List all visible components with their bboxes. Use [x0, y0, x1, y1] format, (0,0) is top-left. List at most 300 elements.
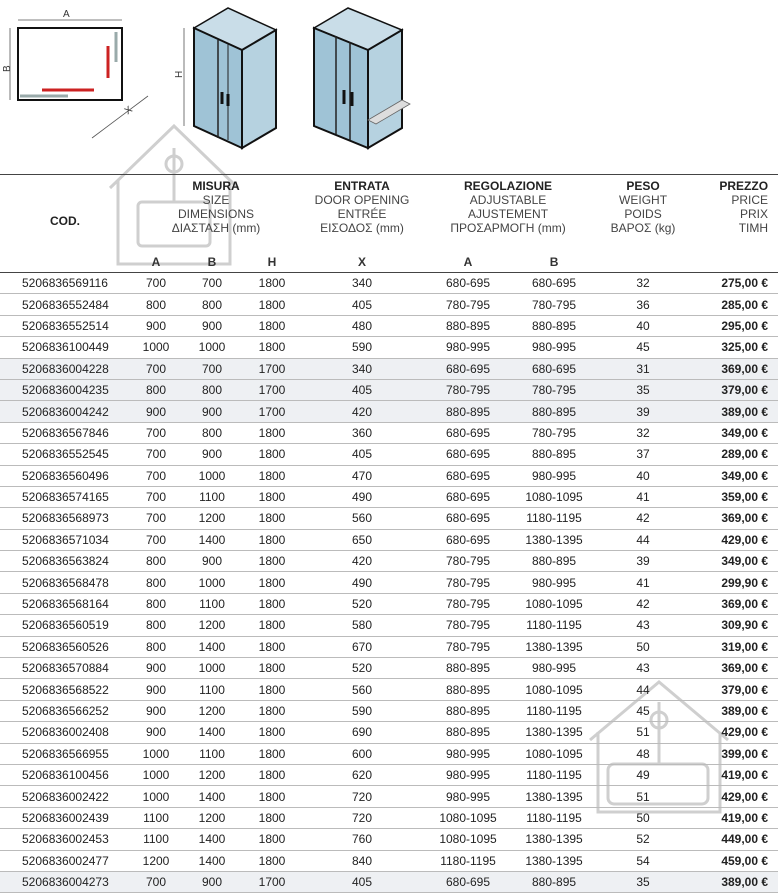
cell-price: 379,00 € [692, 679, 778, 700]
cell-price: 349,00 € [692, 422, 778, 443]
table-row [0, 764, 778, 785]
col-header-weight: PESO WEIGHT POIDS ΒΑΡΟΣ (kg) [610, 179, 676, 235]
cell-price: 379,00 € [692, 379, 778, 400]
cell-adj-a: 680-695 [422, 508, 514, 529]
subheader-h: H [242, 252, 302, 273]
cell-adj-a: 980-995 [422, 786, 514, 807]
cell-kg: 44 [594, 679, 692, 700]
table-row [0, 486, 778, 507]
table-row [0, 294, 778, 315]
subheader-b: B [182, 252, 242, 273]
table-row [0, 572, 778, 593]
cell-cod: 5206836552514 [0, 315, 130, 336]
cell-adj-a: 980-995 [422, 764, 514, 785]
cell-b: 1400 [182, 722, 242, 743]
cell-adj-b: 1180-1195 [514, 700, 594, 721]
cell-h: 1800 [242, 658, 302, 679]
table-row [0, 615, 778, 636]
cell-kg: 35 [594, 871, 692, 892]
cell-adj-b: 1180-1195 [514, 615, 594, 636]
cell-x: 670 [302, 636, 422, 657]
cell-cod: 5206836574165 [0, 486, 130, 507]
cell-adj-b: 880-895 [514, 401, 594, 422]
cell-adj-a: 1180-1195 [422, 850, 514, 871]
elevation-label-h: H [174, 70, 185, 78]
cell-b: 1100 [182, 743, 242, 764]
cell-a: 1000 [130, 786, 182, 807]
cell-adj-a: 780-795 [422, 379, 514, 400]
cell-kg: 35 [594, 379, 692, 400]
table-row [0, 379, 778, 400]
cell-a: 800 [130, 593, 182, 614]
cell-kg: 45 [594, 700, 692, 721]
cell-x: 470 [302, 465, 422, 486]
cell-adj-b: 1180-1195 [514, 508, 594, 529]
cell-b: 1100 [182, 486, 242, 507]
col-header-cod: COD. [50, 214, 80, 228]
cell-cod: 5206836566252 [0, 700, 130, 721]
cell-a: 700 [130, 273, 182, 294]
cell-cod: 5206836002439 [0, 807, 130, 828]
cell-a: 700 [130, 486, 182, 507]
cell-a: 800 [130, 636, 182, 657]
cell-adj-b: 1080-1095 [514, 486, 594, 507]
table-row [0, 358, 778, 379]
cell-b: 1100 [182, 593, 242, 614]
cell-price: 399,00 € [692, 743, 778, 764]
cell-adj-a: 680-695 [422, 871, 514, 892]
table-row [0, 551, 778, 572]
cell-adj-b: 1080-1095 [514, 593, 594, 614]
cell-cod: 5206836571034 [0, 529, 130, 550]
plan-label-x: X [122, 104, 135, 118]
cell-h: 1800 [242, 465, 302, 486]
cell-h: 1800 [242, 444, 302, 465]
cell-kg: 51 [594, 786, 692, 807]
cell-cod: 5206836570884 [0, 658, 130, 679]
table-row [0, 444, 778, 465]
cell-b: 1100 [182, 679, 242, 700]
cell-adj-b: 780-795 [514, 294, 594, 315]
cell-h: 1800 [242, 850, 302, 871]
table-subheader [0, 252, 778, 273]
table-row [0, 337, 778, 358]
cell-price: 349,00 € [692, 465, 778, 486]
cell-x: 405 [302, 294, 422, 315]
cell-h: 1800 [242, 829, 302, 850]
cell-a: 800 [130, 551, 182, 572]
cell-price: 389,00 € [692, 871, 778, 892]
table-row [0, 529, 778, 550]
cell-adj-a: 680-695 [422, 358, 514, 379]
table-row [0, 722, 778, 743]
cell-adj-a: 780-795 [422, 593, 514, 614]
cell-adj-a: 680-695 [422, 529, 514, 550]
cell-a: 1200 [130, 850, 182, 871]
cell-adj-a: 780-795 [422, 551, 514, 572]
cell-a: 700 [130, 444, 182, 465]
cell-a: 1000 [130, 743, 182, 764]
cell-a: 800 [130, 379, 182, 400]
cell-cod: 5206836568164 [0, 593, 130, 614]
cell-h: 1800 [242, 422, 302, 443]
cell-kg: 50 [594, 807, 692, 828]
cell-b: 700 [182, 358, 242, 379]
cell-kg: 54 [594, 850, 692, 871]
cell-price: 429,00 € [692, 529, 778, 550]
cell-b: 900 [182, 401, 242, 422]
cell-h: 1800 [242, 572, 302, 593]
cell-b: 1200 [182, 508, 242, 529]
cell-x: 520 [302, 593, 422, 614]
cell-b: 1200 [182, 764, 242, 785]
cell-cod: 5206836563824 [0, 551, 130, 572]
cell-x: 840 [302, 850, 422, 871]
cell-cod: 5206836002453 [0, 829, 130, 850]
cell-adj-b: 1180-1195 [514, 807, 594, 828]
col-header-size: MISURA SIZE DIMENSIONS ΔΙΑΣΤΑΣΗ (mm) [171, 179, 261, 235]
cell-adj-b: 980-995 [514, 572, 594, 593]
cell-x: 420 [302, 401, 422, 422]
cell-h: 1700 [242, 358, 302, 379]
cell-h: 1800 [242, 508, 302, 529]
cell-kg: 51 [594, 722, 692, 743]
cell-kg: 49 [594, 764, 692, 785]
cell-price: 359,00 € [692, 486, 778, 507]
cell-kg: 40 [594, 465, 692, 486]
cell-b: 1200 [182, 807, 242, 828]
table-row [0, 807, 778, 828]
cell-kg: 44 [594, 529, 692, 550]
cell-a: 700 [130, 529, 182, 550]
cell-b: 1400 [182, 636, 242, 657]
plan-label-a: A [63, 9, 70, 20]
cell-cod: 5206836100449 [0, 337, 130, 358]
cell-adj-b: 1080-1095 [514, 743, 594, 764]
cell-a: 800 [130, 615, 182, 636]
cell-adj-a: 680-695 [422, 273, 514, 294]
cell-price: 429,00 € [692, 722, 778, 743]
table-row [0, 658, 778, 679]
plan-diagram [0, 0, 150, 150]
cell-adj-a: 780-795 [422, 636, 514, 657]
cell-price: 369,00 € [692, 658, 778, 679]
cell-x: 620 [302, 764, 422, 785]
cell-h: 1800 [242, 615, 302, 636]
cell-h: 1800 [242, 337, 302, 358]
cell-adj-b: 1380-1395 [514, 829, 594, 850]
cell-price: 299,90 € [692, 572, 778, 593]
cell-price: 275,00 € [692, 273, 778, 294]
cell-kg: 48 [594, 743, 692, 764]
cell-x: 720 [302, 807, 422, 828]
cell-a: 900 [130, 315, 182, 336]
cell-price: 289,00 € [692, 444, 778, 465]
cell-x: 760 [302, 829, 422, 850]
cell-cod: 5206836568478 [0, 572, 130, 593]
cell-adj-a: 980-995 [422, 743, 514, 764]
col-header-opening: ENTRATA DOOR OPENING ENTRÉE ΕΙΣΟΔΟΣ (mm) [314, 179, 410, 235]
enclosure-open-drawing [306, 0, 416, 160]
table-row [0, 422, 778, 443]
cell-h: 1800 [242, 551, 302, 572]
cell-adj-b: 980-995 [514, 658, 594, 679]
cell-b: 1000 [182, 572, 242, 593]
cell-adj-b: 1080-1095 [514, 679, 594, 700]
cell-price: 309,90 € [692, 615, 778, 636]
cell-adj-b: 880-895 [514, 551, 594, 572]
cell-kg: 42 [594, 508, 692, 529]
cell-x: 360 [302, 422, 422, 443]
cell-kg: 39 [594, 401, 692, 422]
table-row [0, 508, 778, 529]
cell-a: 700 [130, 508, 182, 529]
cell-cod: 5206836004235 [0, 379, 130, 400]
cell-cod: 5206836002477 [0, 850, 130, 871]
cell-b: 1000 [182, 465, 242, 486]
cell-adj-b: 1380-1395 [514, 850, 594, 871]
cell-h: 1700 [242, 401, 302, 422]
cell-cod: 5206836569116 [0, 273, 130, 294]
cell-adj-a: 880-895 [422, 679, 514, 700]
cell-h: 1800 [242, 807, 302, 828]
price-table [0, 174, 778, 893]
cell-h: 1800 [242, 700, 302, 721]
cell-x: 340 [302, 273, 422, 294]
cell-price: 319,00 € [692, 636, 778, 657]
cell-adj-b: 680-695 [514, 358, 594, 379]
cell-b: 1400 [182, 786, 242, 807]
cell-h: 1800 [242, 315, 302, 336]
cell-kg: 41 [594, 572, 692, 593]
cell-a: 900 [130, 722, 182, 743]
cell-cod: 5206836567846 [0, 422, 130, 443]
cell-price: 389,00 € [692, 401, 778, 422]
cell-cod: 5206836004273 [0, 871, 130, 892]
cell-kg: 31 [594, 358, 692, 379]
cell-cod: 5206836560496 [0, 465, 130, 486]
cell-cod: 5206836004228 [0, 358, 130, 379]
subheader-x: X [302, 252, 422, 273]
cell-price: 389,00 € [692, 700, 778, 721]
cell-x: 405 [302, 871, 422, 892]
cell-adj-b: 880-895 [514, 315, 594, 336]
cell-h: 1800 [242, 636, 302, 657]
cell-adj-a: 880-895 [422, 658, 514, 679]
cell-kg: 36 [594, 294, 692, 315]
table-row [0, 401, 778, 422]
table-body [0, 273, 778, 893]
cell-a: 900 [130, 679, 182, 700]
cell-x: 560 [302, 679, 422, 700]
table-row [0, 871, 778, 892]
cell-b: 900 [182, 871, 242, 892]
cell-a: 800 [130, 572, 182, 593]
cell-h: 1700 [242, 379, 302, 400]
cell-a: 1100 [130, 829, 182, 850]
cell-b: 700 [182, 273, 242, 294]
cell-h: 1700 [242, 871, 302, 892]
cell-price: 429,00 € [692, 786, 778, 807]
cell-price: 369,00 € [692, 358, 778, 379]
cell-x: 405 [302, 379, 422, 400]
table-row [0, 786, 778, 807]
subheader-adj-a: A [422, 252, 514, 273]
cell-b: 1000 [182, 658, 242, 679]
cell-x: 420 [302, 551, 422, 572]
cell-cod: 5206836560519 [0, 615, 130, 636]
table-row [0, 850, 778, 871]
product-illustrations [0, 0, 778, 170]
cell-adj-a: 780-795 [422, 615, 514, 636]
table-row [0, 315, 778, 336]
cell-price: 295,00 € [692, 315, 778, 336]
table-header [0, 175, 778, 253]
cell-kg: 37 [594, 444, 692, 465]
cell-b: 1200 [182, 700, 242, 721]
cell-adj-b: 1380-1395 [514, 636, 594, 657]
cell-kg: 32 [594, 273, 692, 294]
cell-h: 1800 [242, 593, 302, 614]
cell-price: 449,00 € [692, 829, 778, 850]
cell-x: 405 [302, 444, 422, 465]
cell-adj-a: 880-895 [422, 315, 514, 336]
cell-adj-a: 1080-1095 [422, 807, 514, 828]
enclosure-closed-drawing [172, 0, 282, 160]
cell-b: 900 [182, 551, 242, 572]
cell-kg: 40 [594, 315, 692, 336]
cell-kg: 45 [594, 337, 692, 358]
cell-adj-b: 680-695 [514, 273, 594, 294]
cell-adj-a: 980-995 [422, 337, 514, 358]
cell-x: 560 [302, 508, 422, 529]
cell-adj-b: 1380-1395 [514, 529, 594, 550]
cell-h: 1800 [242, 679, 302, 700]
cell-x: 490 [302, 572, 422, 593]
cell-h: 1800 [242, 486, 302, 507]
cell-b: 1400 [182, 829, 242, 850]
table-row [0, 593, 778, 614]
cell-price: 369,00 € [692, 508, 778, 529]
cell-adj-a: 680-695 [422, 444, 514, 465]
cell-b: 1000 [182, 337, 242, 358]
cell-h: 1800 [242, 294, 302, 315]
cell-h: 1800 [242, 764, 302, 785]
table-row [0, 273, 778, 294]
cell-adj-a: 680-695 [422, 486, 514, 507]
cell-adj-b: 980-995 [514, 337, 594, 358]
table-row [0, 743, 778, 764]
cell-x: 590 [302, 700, 422, 721]
cell-a: 900 [130, 401, 182, 422]
cell-cod: 5206836568973 [0, 508, 130, 529]
cell-a: 1000 [130, 337, 182, 358]
cell-price: 419,00 € [692, 764, 778, 785]
cell-adj-b: 1380-1395 [514, 722, 594, 743]
cell-b: 900 [182, 444, 242, 465]
cell-kg: 42 [594, 593, 692, 614]
cell-a: 700 [130, 422, 182, 443]
cell-kg: 41 [594, 486, 692, 507]
cell-price: 349,00 € [692, 551, 778, 572]
cell-price: 285,00 € [692, 294, 778, 315]
cell-h: 1800 [242, 273, 302, 294]
cell-b: 1200 [182, 615, 242, 636]
col-header-price: PREZZO PRICE PRIX ΤΙΜΗ [719, 179, 769, 235]
cell-a: 700 [130, 871, 182, 892]
cell-h: 1800 [242, 743, 302, 764]
cell-b: 800 [182, 379, 242, 400]
cell-cod: 5206836004242 [0, 401, 130, 422]
cell-x: 480 [302, 315, 422, 336]
cell-h: 1800 [242, 786, 302, 807]
cell-x: 690 [302, 722, 422, 743]
cell-h: 1800 [242, 722, 302, 743]
cell-adj-b: 880-895 [514, 444, 594, 465]
cell-price: 459,00 € [692, 850, 778, 871]
cell-adj-b: 980-995 [514, 465, 594, 486]
table-row [0, 679, 778, 700]
table-row [0, 465, 778, 486]
cell-adj-b: 1380-1395 [514, 786, 594, 807]
cell-a: 1000 [130, 764, 182, 785]
cell-b: 800 [182, 294, 242, 315]
table-row [0, 829, 778, 850]
cell-adj-a: 880-895 [422, 700, 514, 721]
cell-adj-a: 780-795 [422, 294, 514, 315]
cell-adj-a: 780-795 [422, 572, 514, 593]
cell-cod: 5206836552484 [0, 294, 130, 315]
cell-cod: 5206836100456 [0, 764, 130, 785]
col-header-adjust: REGOLAZIONE ADJUSTABLE AJUSTEMENT ΠΡΟΣΑΡΜΟΓΗ (mm) [450, 179, 566, 235]
subheader-a: A [130, 252, 182, 273]
cell-x: 720 [302, 786, 422, 807]
cell-a: 700 [130, 465, 182, 486]
cell-x: 580 [302, 615, 422, 636]
cell-a: 1100 [130, 807, 182, 828]
cell-price: 369,00 € [692, 593, 778, 614]
subheader-adj-b: B [514, 252, 594, 273]
cell-x: 520 [302, 658, 422, 679]
cell-x: 600 [302, 743, 422, 764]
cell-b: 800 [182, 422, 242, 443]
cell-cod: 5206836002408 [0, 722, 130, 743]
cell-adj-a: 680-695 [422, 422, 514, 443]
cell-adj-b: 1180-1195 [514, 764, 594, 785]
cell-b: 1400 [182, 529, 242, 550]
cell-kg: 39 [594, 551, 692, 572]
cell-kg: 43 [594, 658, 692, 679]
table-row [0, 700, 778, 721]
cell-cod: 5206836002422 [0, 786, 130, 807]
table-row [0, 636, 778, 657]
cell-b: 900 [182, 315, 242, 336]
cell-adj-a: 880-895 [422, 401, 514, 422]
cell-h: 1800 [242, 529, 302, 550]
cell-x: 590 [302, 337, 422, 358]
cell-cod: 5206836552545 [0, 444, 130, 465]
cell-a: 900 [130, 658, 182, 679]
cell-kg: 43 [594, 615, 692, 636]
cell-adj-b: 780-795 [514, 379, 594, 400]
cell-a: 800 [130, 294, 182, 315]
cell-kg: 50 [594, 636, 692, 657]
cell-a: 700 [130, 358, 182, 379]
cell-a: 900 [130, 700, 182, 721]
plan-label-b: B [2, 65, 13, 72]
cell-adj-b: 780-795 [514, 422, 594, 443]
cell-cod: 5206836566955 [0, 743, 130, 764]
